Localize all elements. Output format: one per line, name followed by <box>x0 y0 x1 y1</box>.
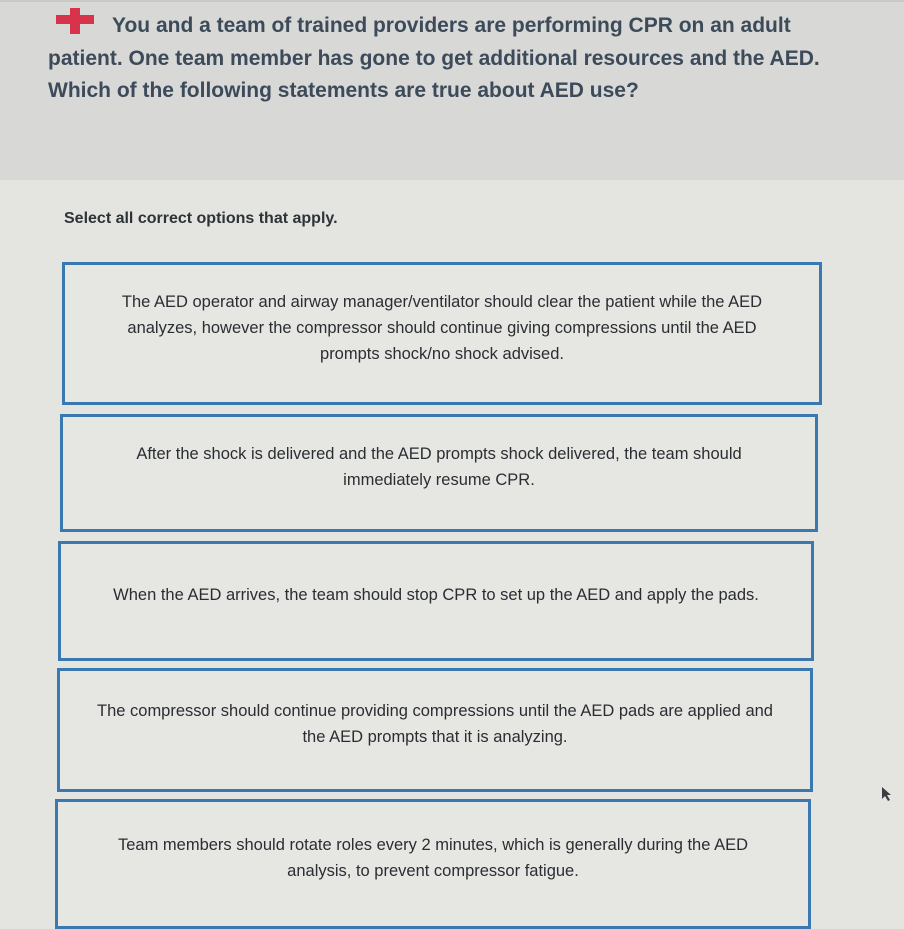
answer-option-5[interactable]: Team members should rotate roles every 2 minutes, which is generally during the AED analysis, to prevent compressor fatigue. <box>55 799 811 929</box>
question-text: You and a team of trained providers are performing CPR on an adult patient. One team member has gone to get additional resources and the AED. Which of the following statements are true about AED use? <box>48 14 820 102</box>
question-header <box>0 0 904 180</box>
answer-option-2[interactable]: After the shock is delivered and the AED prompts shock delivered, the team should immediately resume CPR. <box>60 414 818 532</box>
mouse-pointer-icon <box>880 786 894 802</box>
instruction-text: Select all correct options that apply. <box>64 210 338 227</box>
answer-option-4[interactable]: The compressor should continue providing compressions until the AED pads are applied and the AED prompts that it is analyzing. <box>57 668 813 792</box>
answer-option-3[interactable]: When the AED arrives, the team should stop CPR to set up the AED and apply the pads. <box>58 541 814 661</box>
answer-option-1[interactable]: The AED operator and airway manager/ventilator should clear the patient while the AED analyzes, however the compressor should continue giving compressions until the AED prompts shock/no shock advised. <box>62 262 822 405</box>
